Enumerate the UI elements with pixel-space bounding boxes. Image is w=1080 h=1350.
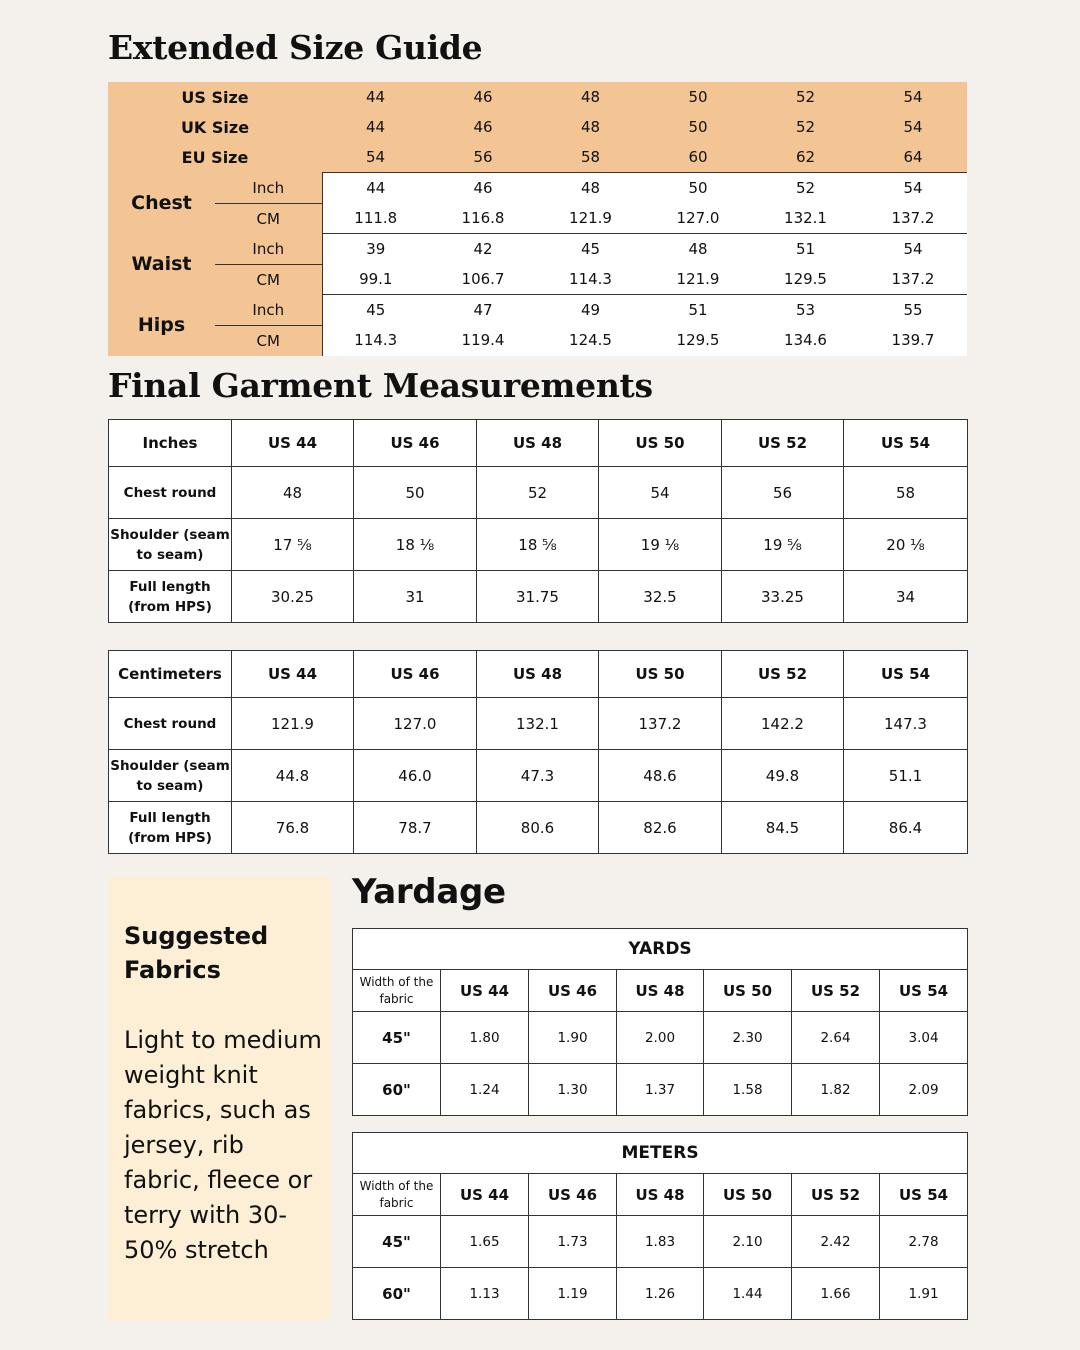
- table-row: [109, 802, 968, 854]
- cell: 19 ⅛: [599, 519, 722, 571]
- cell: 121.9: [537, 203, 644, 234]
- cell: 1.65: [441, 1216, 529, 1268]
- cell: 48: [537, 112, 644, 142]
- cell: 2.30: [704, 1012, 792, 1064]
- size-header: US 52: [792, 1174, 880, 1216]
- cell: 51: [752, 234, 859, 265]
- cell: 64: [859, 142, 967, 173]
- cell: 46: [429, 82, 537, 112]
- cell: 54: [859, 234, 967, 265]
- cell: 80.6: [477, 802, 599, 854]
- unit-inch: Inch: [215, 234, 322, 265]
- fabrics-description: Light to medium weight knit fabrics, such as jersey, rib fabric, fleece or terry with 30-50% stretch: [124, 1026, 322, 1264]
- size-header: US 46: [354, 651, 477, 698]
- cell: 2.64: [792, 1012, 880, 1064]
- waist-cm-row: [108, 264, 967, 295]
- cell: 32.5: [599, 571, 722, 623]
- cell: 1.90: [529, 1012, 617, 1064]
- cell: 1.44: [704, 1268, 792, 1320]
- cell: 18 ⅛: [354, 519, 477, 571]
- width-label: Width of the fabric: [353, 970, 441, 1012]
- cell: 119.4: [429, 325, 537, 356]
- cell: 1.24: [441, 1064, 529, 1116]
- size-header: US 46: [529, 1174, 617, 1216]
- cell: 137.2: [859, 203, 967, 234]
- cell: 51: [644, 295, 752, 326]
- eu-size-row: [108, 142, 967, 173]
- row-label: Chest round: [109, 698, 232, 750]
- size-header: US 52: [722, 420, 844, 467]
- cell: 34: [844, 571, 968, 623]
- fabrics-title: Suggested Fabrics: [124, 922, 269, 984]
- cell: 116.8: [429, 203, 537, 234]
- cell: 19 ⅝: [722, 519, 844, 571]
- cell: 51.1: [844, 750, 968, 802]
- uk-size-row: [108, 112, 967, 142]
- size-header: US 48: [477, 651, 599, 698]
- cell: 48: [232, 467, 354, 519]
- cell: 1.73: [529, 1216, 617, 1268]
- size-header: US 44: [232, 651, 354, 698]
- cell: 42: [429, 234, 537, 265]
- row-label: Full length (from HPS): [109, 802, 232, 854]
- cell: 18 ⅝: [477, 519, 599, 571]
- size-header: US 48: [617, 970, 704, 1012]
- cell: 142.2: [722, 698, 844, 750]
- cell: 52: [752, 173, 859, 204]
- cell: 31.75: [477, 571, 599, 623]
- cell: 139.7: [859, 325, 967, 356]
- cell: 1.82: [792, 1064, 880, 1116]
- table-row: [353, 1216, 968, 1268]
- cell: 46.0: [354, 750, 477, 802]
- cell: 46: [429, 112, 537, 142]
- cell: 56: [722, 467, 844, 519]
- table-row: [353, 1064, 968, 1116]
- size-header: US 54: [880, 970, 968, 1012]
- chest-inch-row: [108, 173, 967, 204]
- cell: 111.8: [322, 203, 429, 234]
- size-header: US 44: [441, 1174, 529, 1216]
- garment-title: Final Garment Measurements: [108, 366, 653, 405]
- cell: 1.91: [880, 1268, 968, 1320]
- cell: 44.8: [232, 750, 354, 802]
- yardage-title: Yardage: [352, 872, 506, 912]
- cell: 44: [322, 112, 429, 142]
- header-row: [353, 1174, 968, 1216]
- cell: 54: [859, 173, 967, 204]
- size-header: US 46: [354, 420, 477, 467]
- width-value: 45": [353, 1012, 441, 1064]
- size-header: US 50: [704, 970, 792, 1012]
- cell: 56: [429, 142, 537, 173]
- cell: 132.1: [752, 203, 859, 234]
- uk-size-label: UK Size: [108, 112, 322, 142]
- size-header: US 50: [599, 420, 722, 467]
- size-header: US 54: [844, 651, 968, 698]
- unit-cm: CM: [215, 264, 322, 295]
- table-row: [109, 519, 968, 571]
- cell: 137.2: [599, 698, 722, 750]
- cell: 124.5: [537, 325, 644, 356]
- cell: 132.1: [477, 698, 599, 750]
- cell: 1.13: [441, 1268, 529, 1320]
- size-header: US 44: [232, 420, 354, 467]
- cell: 47.3: [477, 750, 599, 802]
- unit-cm: CM: [215, 325, 322, 356]
- cell: 48: [537, 82, 644, 112]
- cell: 48.6: [599, 750, 722, 802]
- unit-header: Centimeters: [109, 651, 232, 698]
- cell: 47: [429, 295, 537, 326]
- cell: 39: [322, 234, 429, 265]
- cell: 129.5: [644, 325, 752, 356]
- cell: 49: [537, 295, 644, 326]
- cell: 99.1: [322, 264, 429, 295]
- cell: 134.6: [752, 325, 859, 356]
- cell: 1.26: [617, 1268, 704, 1320]
- cell: 129.5: [752, 264, 859, 295]
- size-header: US 50: [599, 651, 722, 698]
- waist-inch-row: [108, 234, 967, 265]
- cell: 1.58: [704, 1064, 792, 1116]
- cell: 137.2: [859, 264, 967, 295]
- cell: 3.04: [880, 1012, 968, 1064]
- table-row: [109, 467, 968, 519]
- hips-label: Hips: [108, 295, 215, 356]
- cell: 49.8: [722, 750, 844, 802]
- cell: 147.3: [844, 698, 968, 750]
- row-label: Shoulder (seam to seam): [109, 519, 232, 571]
- hips-inch-row: [108, 295, 967, 326]
- size-header: US 52: [722, 651, 844, 698]
- size-header: US 48: [477, 420, 599, 467]
- size-header: US 52: [792, 970, 880, 1012]
- cell: 1.30: [529, 1064, 617, 1116]
- hips-cm-row: [108, 325, 967, 356]
- header-row: [109, 420, 968, 467]
- cell: 78.7: [354, 802, 477, 854]
- cell: 62: [752, 142, 859, 173]
- size-header: US 50: [704, 1174, 792, 1216]
- cell: 1.83: [617, 1216, 704, 1268]
- cell: 45: [537, 234, 644, 265]
- yardage-yards-table: [352, 928, 968, 1116]
- chest-cm-row: [108, 203, 967, 234]
- size-header: US 48: [617, 1174, 704, 1216]
- row-label: Shoulder (seam to seam): [109, 750, 232, 802]
- size-guide-title: Extended Size Guide: [108, 28, 483, 67]
- size-header: US 44: [441, 970, 529, 1012]
- size-header: US 54: [880, 1174, 968, 1216]
- cell: 20 ⅛: [844, 519, 968, 571]
- cell: 50: [644, 173, 752, 204]
- cell: 1.80: [441, 1012, 529, 1064]
- cell: 2.78: [880, 1216, 968, 1268]
- cell: 60: [644, 142, 752, 173]
- meters-caption: METERS: [353, 1133, 968, 1174]
- cell: 86.4: [844, 802, 968, 854]
- table-row: [353, 1268, 968, 1320]
- us-size-row: [108, 82, 967, 112]
- cell: 54: [322, 142, 429, 173]
- cell: 50: [644, 112, 752, 142]
- garment-cm-table: [108, 650, 968, 854]
- cell: 1.19: [529, 1268, 617, 1320]
- cell: 121.9: [232, 698, 354, 750]
- width-value: 45": [353, 1216, 441, 1268]
- table-row: [109, 750, 968, 802]
- cell: 44: [322, 82, 429, 112]
- cell: 30.25: [232, 571, 354, 623]
- cell: 52: [752, 112, 859, 142]
- cell: 31: [354, 571, 477, 623]
- cell: 50: [354, 467, 477, 519]
- cell: 48: [537, 173, 644, 204]
- table-row: [109, 698, 968, 750]
- eu-size-label: EU Size: [108, 142, 322, 173]
- cell: 54: [859, 112, 967, 142]
- caption-row: [353, 929, 968, 970]
- caption-row: [353, 1133, 968, 1174]
- yardage-meters-table: [352, 1132, 968, 1320]
- cell: 82.6: [599, 802, 722, 854]
- row-label: Full length (from HPS): [109, 571, 232, 623]
- cell: 127.0: [644, 203, 752, 234]
- cell: 52: [752, 82, 859, 112]
- cell: 84.5: [722, 802, 844, 854]
- cell: 2.10: [704, 1216, 792, 1268]
- us-size-label: US Size: [108, 82, 322, 112]
- width-value: 60": [353, 1064, 441, 1116]
- width-label: Width of the fabric: [353, 1174, 441, 1216]
- cell: 50: [644, 82, 752, 112]
- suggested-fabrics-panel: [108, 877, 330, 1320]
- cell: 1.66: [792, 1268, 880, 1320]
- yards-caption: YARDS: [353, 929, 968, 970]
- size-header: US 46: [529, 970, 617, 1012]
- cell: 33.25: [722, 571, 844, 623]
- cell: 54: [599, 467, 722, 519]
- size-guide-grid: [108, 82, 967, 356]
- cell: 58: [537, 142, 644, 173]
- cell: 127.0: [354, 698, 477, 750]
- cell: 121.9: [644, 264, 752, 295]
- cell: 1.37: [617, 1064, 704, 1116]
- cell: 48: [644, 234, 752, 265]
- cell: 2.00: [617, 1012, 704, 1064]
- table-row: [353, 1012, 968, 1064]
- cell: 46: [429, 173, 537, 204]
- cell: 55: [859, 295, 967, 326]
- cell: 44: [322, 173, 429, 204]
- cell: 45: [322, 295, 429, 326]
- row-label: Chest round: [109, 467, 232, 519]
- cell: 54: [859, 82, 967, 112]
- header-row: [109, 651, 968, 698]
- cell: 53: [752, 295, 859, 326]
- cell: 58: [844, 467, 968, 519]
- cell: 17 ⅝: [232, 519, 354, 571]
- cell: 114.3: [322, 325, 429, 356]
- header-row: [353, 970, 968, 1012]
- size-header: US 54: [844, 420, 968, 467]
- table-row: [109, 571, 968, 623]
- cell: 106.7: [429, 264, 537, 295]
- cell: 2.09: [880, 1064, 968, 1116]
- unit-header: Inches: [109, 420, 232, 467]
- cell: 76.8: [232, 802, 354, 854]
- garment-inches-table: [108, 419, 968, 623]
- waist-label: Waist: [108, 234, 215, 295]
- cell: 2.42: [792, 1216, 880, 1268]
- cell: 52: [477, 467, 599, 519]
- cell: 114.3: [537, 264, 644, 295]
- chest-label: Chest: [108, 173, 215, 234]
- unit-cm: CM: [215, 203, 322, 234]
- unit-inch: Inch: [215, 173, 322, 204]
- width-value: 60": [353, 1268, 441, 1320]
- unit-inch: Inch: [215, 295, 322, 326]
